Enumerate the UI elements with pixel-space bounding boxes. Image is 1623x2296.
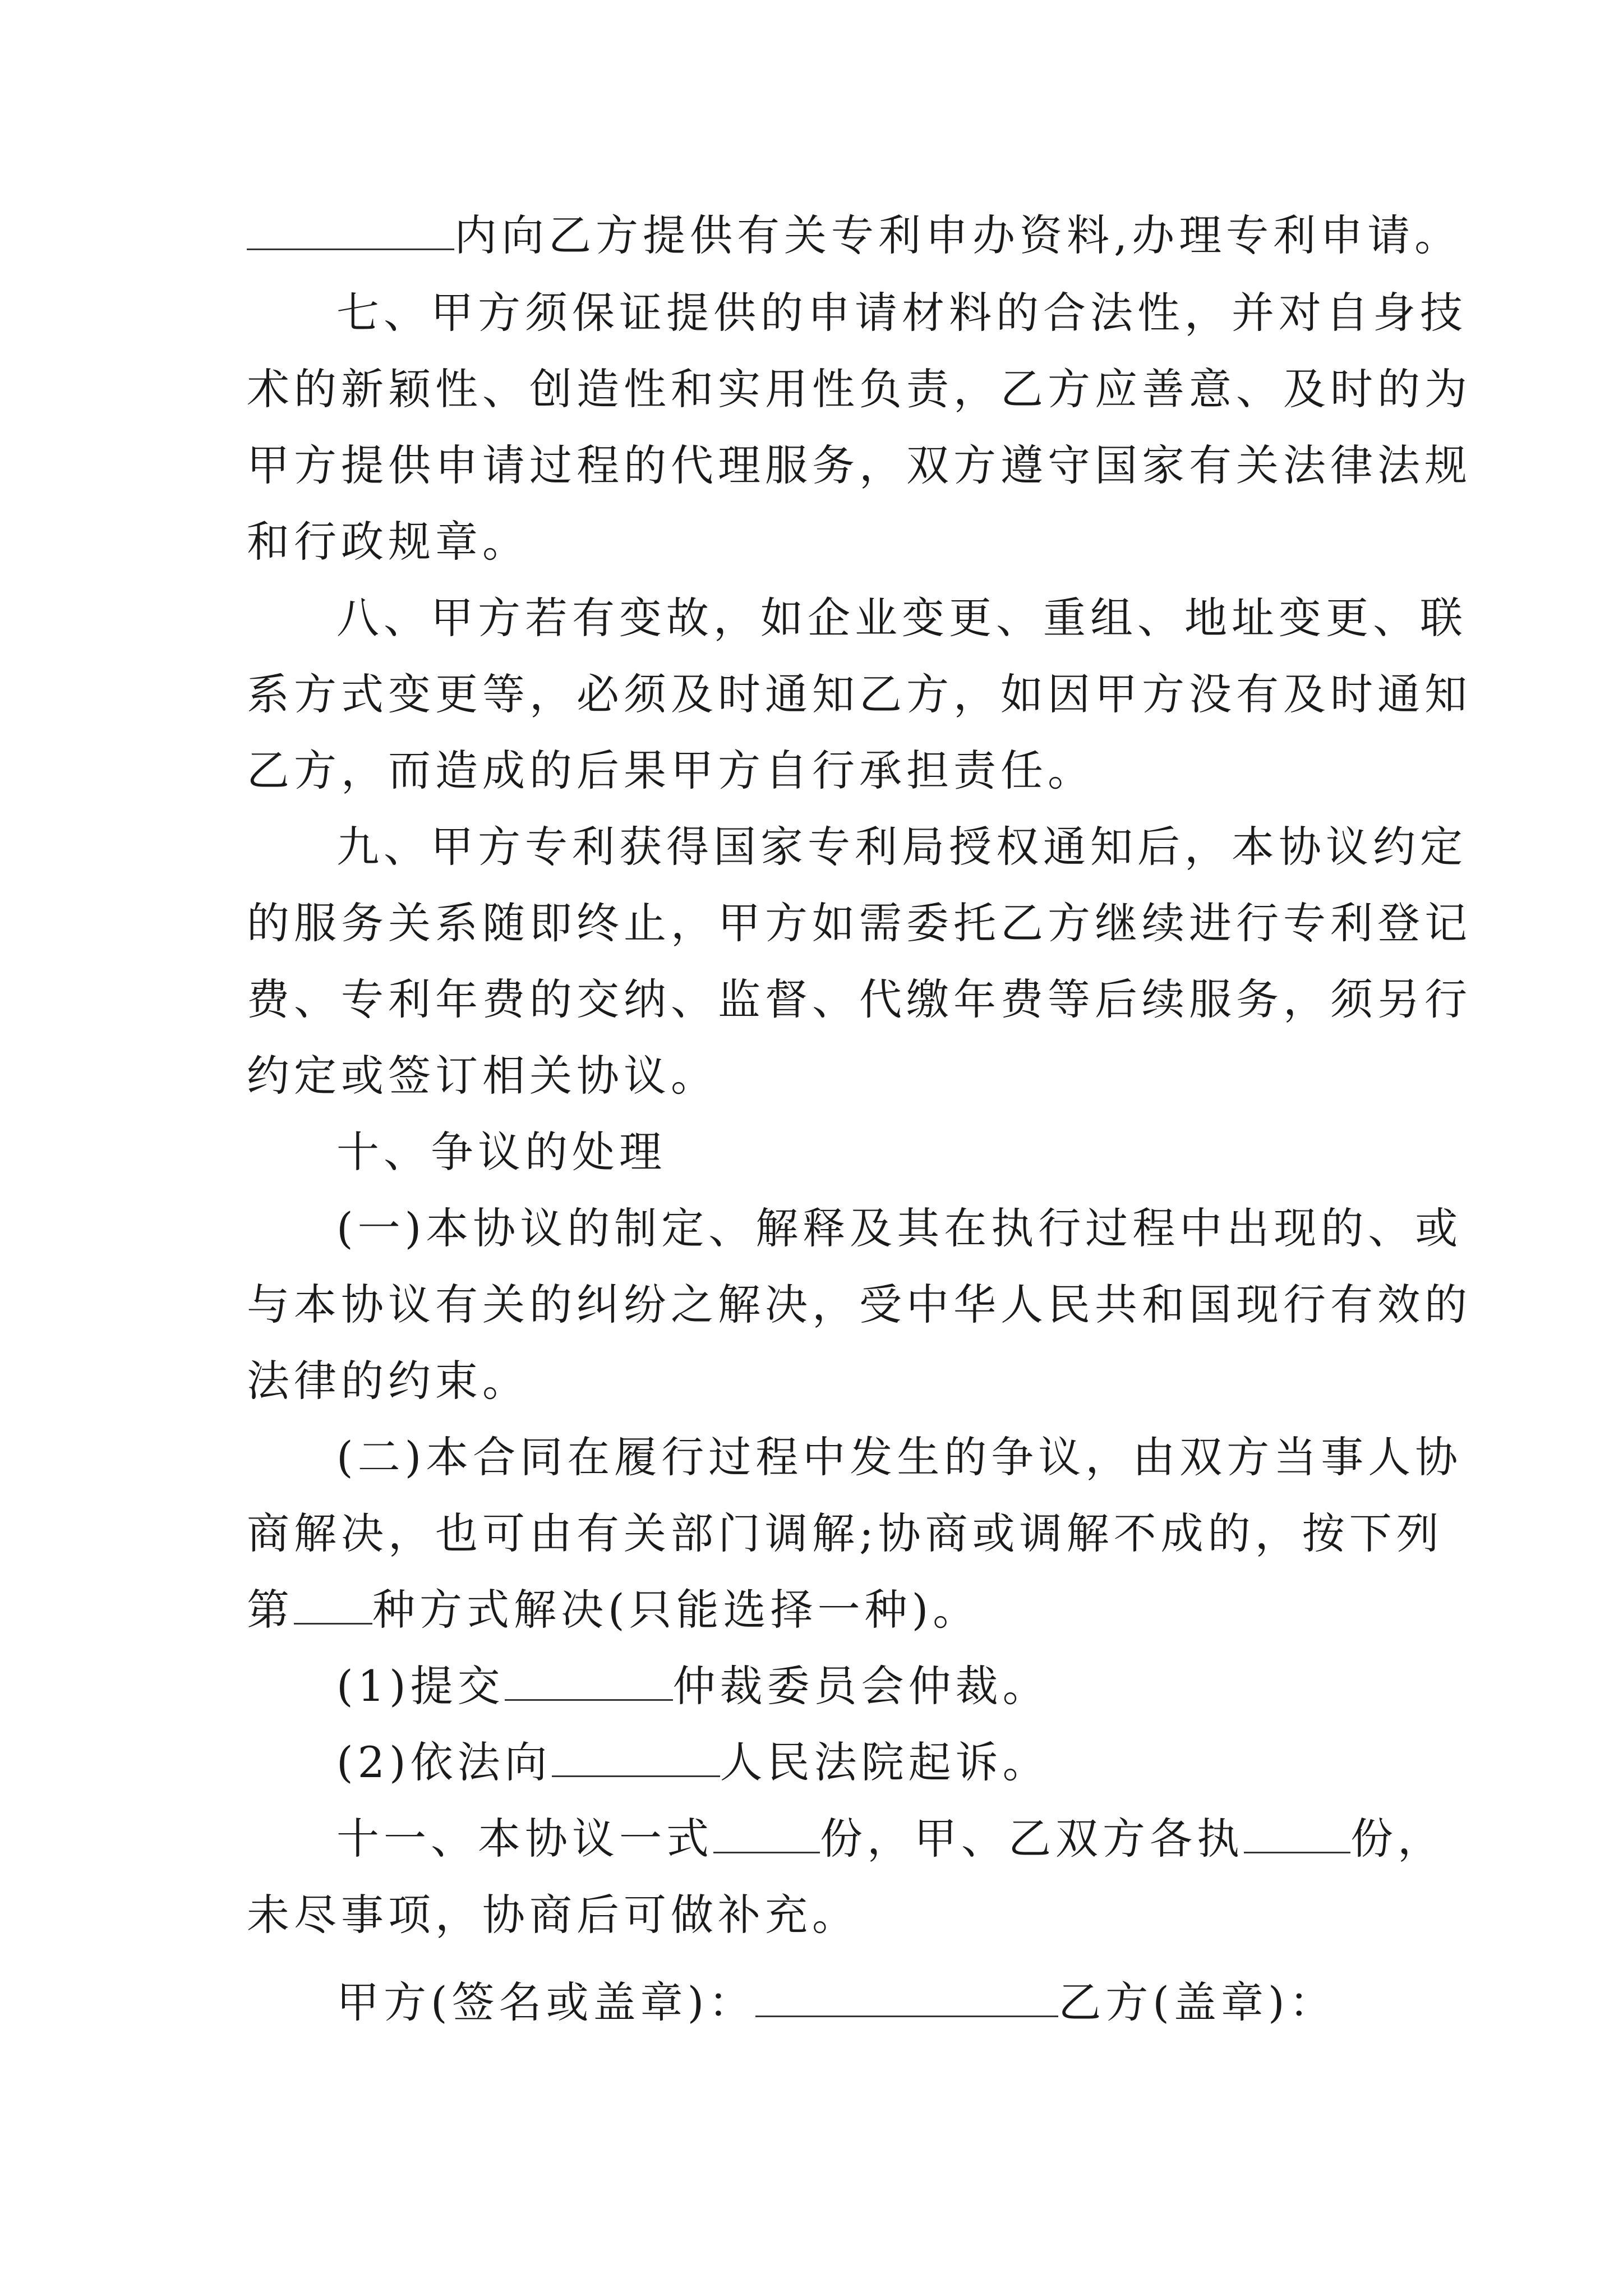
text-line: 系方式变更等，必须及时通知乙方，如因甲方没有及时通知	[247, 669, 1472, 719]
text-line: 乙方，而造成的后果甲方自行承担责任。	[247, 746, 1095, 795]
text-line	[336, 1734, 1050, 1791]
clause-9-heading-line: 九、甲方专利获得国家专利局授权通知后，本协议约定	[336, 822, 1467, 872]
text-line: 和行政规章。	[247, 517, 529, 567]
fill-in-blank	[1244, 1811, 1350, 1853]
fill-in-blank	[505, 1659, 673, 1701]
text-span: 份，甲、乙双方各执	[820, 1814, 1244, 1864]
text-line: 与本协议有关的纠纷之解决，受中华人民共和国现行有效的	[247, 1280, 1472, 1329]
text-line: 商解决，也可由有关部门调解;协商或调解不成的，按下列	[247, 1508, 1444, 1558]
fill-in-blank	[294, 1582, 372, 1625]
party-b-signature-label: 乙方(盖章)：	[1058, 1977, 1336, 2027]
text-span: 第	[247, 1585, 294, 1635]
clause-10-heading: 十、争议的处理	[336, 1127, 666, 1177]
clause-11-heading-line	[336, 1811, 1445, 1867]
text-line: 法律的约束。	[247, 1356, 529, 1406]
text-span: 人民法院起诉。	[720, 1737, 1050, 1787]
text-line: (二)本合同在履行过程中发生的争议，由双方当事人协	[336, 1432, 1463, 1482]
text-span: (2)依法向	[336, 1737, 552, 1787]
text-span: 份，	[1350, 1814, 1445, 1864]
signature-blank	[755, 1975, 1058, 2017]
fill-in-blank	[713, 1811, 820, 1853]
text-span: 内向乙方提供有关专利申办资料,办理专利申请。	[454, 210, 1462, 260]
text-line	[336, 1658, 1050, 1714]
clause-7-heading-line: 七、甲方须保证提供的申请材料的合法性，并对自身技	[336, 288, 1467, 338]
fill-in-blank	[247, 208, 454, 250]
text-line: 未尽事项，协商后可做补充。	[247, 1890, 859, 1940]
text-line: 甲方提供申请过程的代理服务，双方遵守国家有关法律法规	[247, 440, 1472, 490]
clause-8-heading-line: 八、甲方若有变故，如企业变更、重组、地址变更、联	[336, 593, 1467, 643]
text-line: 约定或签订相关协议。	[247, 1051, 718, 1101]
party-a-signature-label: 甲方(签名或盖章)：	[336, 1977, 756, 2027]
fill-in-blank	[552, 1735, 720, 1777]
signature-line	[336, 1975, 1336, 2031]
text-span: (1)提交	[336, 1661, 505, 1711]
text-span: 种方式解决(只能选择一种)。	[372, 1585, 980, 1635]
text-span: 仲裁委员会仲裁。	[672, 1661, 1050, 1711]
text-line: 术的新颖性、创造性和实用性负责，乙方应善意、及时的为	[247, 364, 1472, 414]
text-line: (一)本协议的制定、解释及其在执行过程中出现的、或	[336, 1203, 1463, 1253]
text-line: 的服务关系随即终止，甲方如需委托乙方继续进行专利登记	[247, 898, 1472, 948]
text-line	[247, 1582, 980, 1638]
text-span: 十一、本协议一式	[336, 1814, 713, 1864]
text-line	[247, 208, 1461, 264]
text-line: 费、专利年费的交纳、监督、代缴年费等后续服务，须另行	[247, 974, 1472, 1024]
